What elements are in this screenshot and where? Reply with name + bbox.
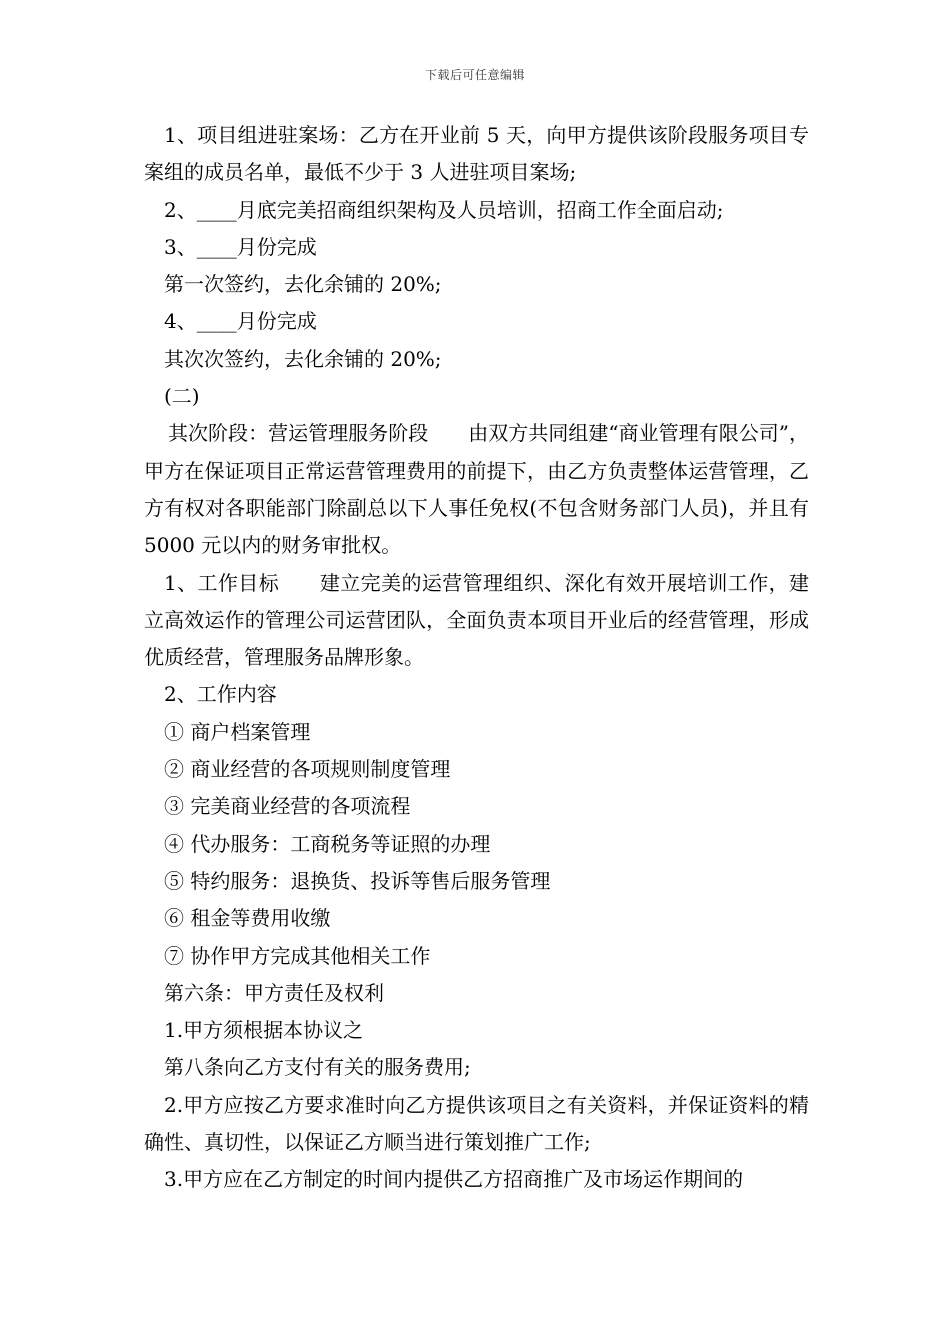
paragraph-article-eight: 第八条向乙方支付有关的服务费用; [164, 1055, 471, 1080]
article-six-heading: 第六条：甲方责任及权利 [164, 980, 384, 1005]
paragraph-party-a-1: 1.甲方须根据本协议之 [164, 1018, 364, 1043]
paragraph-item-3: 3、____月份完成 [164, 234, 317, 259]
list-item-processes: ③ 完美商业经营的各项流程 [164, 794, 411, 819]
paragraph-project-team: 1、项目组进驻案场：乙方在开业前 5 天，向甲方提供该阶段服务项目专案组的成员名单，最低不少于 3 人进驻项目案场; [144, 123, 809, 185]
paragraph-stage-two: 其次阶段：营运管理服务阶段 由双方共同组建“商业管理有限公司”，甲方在保证项目正常运营管理费用的前提下，由乙方负责整体运营管理，乙方有权对各职能部门除副总以下人事任免权(不包含财务部门人员)，并且有 5000 元以内的财务审批权。 [144, 421, 816, 558]
list-item-assist-party-a: ⑦ 协作甲方完成其他相关工作 [164, 943, 431, 968]
paragraph-party-a-2: 2.甲方应按乙方要求准时向乙方提供该项目之有关资料，并保证资料的精确性、真切性，以保证乙方顺当进行策划推广工作; [144, 1092, 809, 1155]
paragraph-first-signing: 第一次签约，去化余铺的 20%; [164, 272, 442, 297]
paragraph-work-goal: 1、工作目标 建立完美的运营管理组织、深化有效开展培训工作，建立高效运作的管理公司运营团队，全面负责本项目开业后的经营管理，形成优质经营，管理服务品牌形象。 [144, 570, 809, 670]
paragraph-item-2: 2、____月底完美招商组织架构及人员培训，招商工作全面启动; [164, 197, 724, 222]
paragraph-second-signing: 其次次签约，去化余铺的 20%; [164, 346, 442, 371]
paragraph-work-content: 2、工作内容 [164, 682, 277, 707]
paragraph-item-4: 4、____月份完成 [164, 309, 317, 334]
list-item-special-service: ⑤ 特约服务：退换货、投诉等售后服务管理 [164, 868, 551, 893]
paragraph-party-a-3: 3.甲方应在乙方制定的时间内提供乙方招商推广及市场运作期间的 [164, 1167, 744, 1192]
list-item-rent-collection: ⑥ 租金等费用收缴 [164, 906, 331, 931]
page-header: 下载后可任意编辑 [424, 68, 525, 82]
list-item-tenant-files: ① 商户档案管理 [164, 719, 311, 744]
list-item-rules-management: ② 商业经营的各项规则制度管理 [164, 757, 451, 782]
list-item-agency-service: ④ 代办服务：工商税务等证照的办理 [164, 831, 491, 856]
section-heading-two: (二) [164, 384, 200, 409]
document-body [144, 117, 816, 1199]
